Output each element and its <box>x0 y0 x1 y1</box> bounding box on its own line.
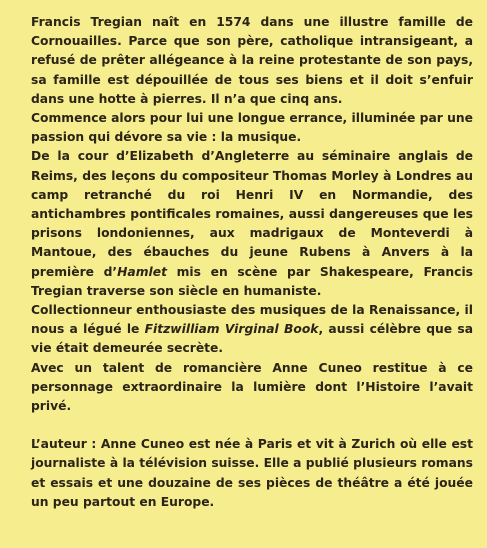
fitzwilliam-book-title: Fitzwilliam Virginal Book <box>144 322 319 337</box>
section-gap <box>31 416 473 435</box>
synopsis-paragraph-4-text-a: Collectionneur enthousiaste des musiques de la Renaissance, il nous a légué le <box>31 303 473 337</box>
synopsis-paragraph-3 <box>31 147 473 301</box>
author-bio <box>31 435 473 512</box>
hamlet-title: Hamlet <box>117 264 167 279</box>
synopsis-paragraph-4 <box>31 301 473 359</box>
synopsis-paragraph-2: Commence alors pour lui une longue errance, illuminée par une passion qui dévore sa vie : la musique. <box>31 111 473 145</box>
author-paragraph: L’auteur : Anne Cuneo est née à Paris et vit à Zurich où elle est journaliste à la télévision suisse. Elle a publié plusieurs romans et essais et une douzaine de ses pièces de théâtre a été jouée un peu partout en Europe. <box>31 437 473 509</box>
synopsis <box>31 13 473 416</box>
synopsis-paragraph-4-text-b: , aussi célèbre que sa vie était demeurée secrète. <box>31 322 474 356</box>
synopsis-paragraph-5: Avec un talent de romancière Anne Cuneo restitue à ce personnage extraordinaire la lumière dont l’Histoire l’avait privé. <box>31 360 473 414</box>
synopsis-paragraph-3-text-b: mis en scène par Shakespeare, Francis Tregian traverse son siècle en humaniste. <box>31 264 473 298</box>
synopsis-paragraph-1: Francis Tregian naît en 1574 dans une illustre famille de Cornouailles. Parce que son père, catholique intransigeant, a refusé de prêter allégeance à la reine protestante de son pays, sa famille est dépouillée de tous ses biens et il doit s’enfuir dans une hotte à pierres. Il n’a que cinq ans. <box>31 15 473 106</box>
synopsis-paragraph-3-text-a: De la cour d’Elizabeth d’Angleterre au séminaire anglais de Reims, des leçons du compositeur Thomas Morley à Londres au camp retranché du roi Henri IV en Normandie, des antichambres pontificales romaines, aussi dangereuses que les prisons londoniennes, aux madrigaux de Monteverdi à Mantoue, des ébauches du jeune Rubens à Anvers à la première d’ <box>31 149 473 279</box>
